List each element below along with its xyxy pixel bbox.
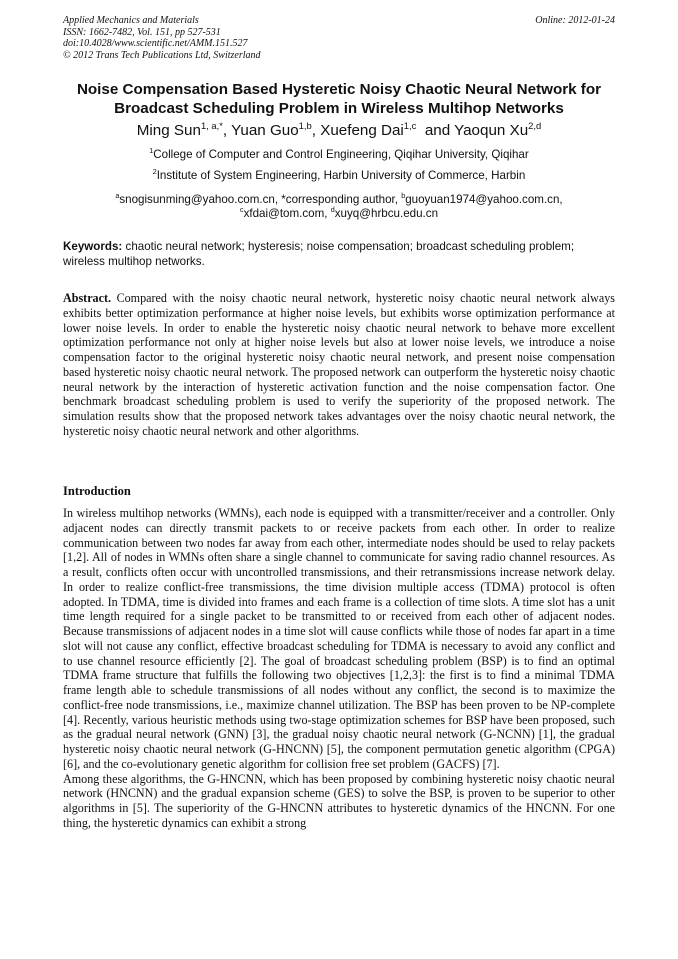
- email-mark: b: [401, 191, 406, 201]
- abstract-label: Abstract.: [63, 291, 112, 305]
- email-mark: c: [239, 205, 244, 215]
- affiliation-mark: 1: [149, 146, 154, 156]
- author-list: [40, 121, 638, 141]
- paper-title: [40, 80, 638, 118]
- author-affiliation-mark: 1,c: [403, 119, 417, 131]
- title-line-1: Noise Compensation Based Hysteretic Noisy Chaotic Neural Network for: [76, 81, 602, 98]
- title-line-2: Broadcast Scheduling Problem in Wireless Multihop Networks: [114, 100, 564, 117]
- author-affiliation-mark: 1,b: [298, 119, 312, 131]
- email-mark: d: [330, 205, 335, 215]
- author-name: Xuefeng Dai: [320, 122, 404, 139]
- email-a: snogisunming@yahoo.com.cn,: [119, 193, 279, 206]
- keywords-label: Keywords:: [63, 240, 123, 253]
- journal-header: [63, 15, 615, 61]
- keywords: [63, 239, 615, 269]
- section-heading-introduction: Introduction: [63, 484, 131, 498]
- email-b: guoyuan1974@yahoo.com.cn,: [405, 193, 563, 206]
- author-name: Ming Sun: [136, 122, 201, 139]
- affiliation-text: Institute of System Engineering, Harbin University of Commerce, Harbin: [156, 169, 526, 182]
- email-d: xuyq@hrbcu.edu.cn: [334, 207, 439, 220]
- abstract: [63, 291, 615, 439]
- corresponding-author-note: *corresponding author,: [281, 193, 398, 206]
- affiliation-2: [40, 169, 638, 183]
- author-emails: [40, 193, 638, 221]
- abstract-text: Compared with the noisy chaotic neural network, hysteretic noisy chaotic neural network always exhibits better optimization performance at higher noise levels, but exhibits worse optimization performance at lower noise levels. In order to enable the hysteretic noisy chaotic neural network to behave more excellent optimization performance not only at higher noise levels but also at lower noise levels, we introduce a noise compensation factor to the original hysteretic noisy chaotic neural network, and present noise compensation based hysteretic noisy chaotic neural network. The proposed network can outperform the hysteretic noisy chaotic neural network by the interaction of hysteretic activation function and the noise compensation factor. One benchmark broadcast scheduling problem is used to verify the superiority of the proposed network. The simulation results show that the proposed network takes advantages over the noisy chaotic neural network, the hysteretic noisy chaotic neural network and other algorithms.: [63, 291, 615, 438]
- paragraph: Among these algorithms, the G-HNCNN, which has been proposed by combining hysteretic noisy chaotic neural network (HNCNN) and the gradual expansion scheme (GES) to solve the BSP, is proven to be superior to other algorithms in [5]. The superiority of the G-HNCNN attributes to hysteretic dynamics of the HNCNN. For one thing, the hysteretic dynamics can exhibit a strong: [63, 771, 615, 830]
- doi-line: doi:10.4028/www.scientific.net/AMM.151.527: [63, 38, 248, 49]
- online-date: Online: 2012-01-24: [535, 15, 615, 26]
- journal-name: Applied Mechanics and Materials: [63, 15, 199, 26]
- author-separator: ,: [311, 122, 316, 139]
- introduction-body: [63, 506, 615, 831]
- email-mark: a: [115, 191, 120, 201]
- author-affiliation-mark: 2,d: [528, 119, 542, 131]
- author-name: Yuan Guo: [231, 122, 299, 139]
- author-separator: ,: [222, 122, 228, 139]
- copyright-line: © 2012 Trans Tech Publications Ltd, Switzerland: [63, 49, 261, 61]
- email-c: xfdai@tom.com,: [243, 207, 328, 220]
- author-name: Yaoqun Xu: [454, 122, 529, 139]
- author-separator-and: and: [424, 122, 451, 139]
- keywords-text: chaotic neural network; hysteresis; noise compensation; broadcast scheduling problem; wireless multihop networks.: [63, 240, 575, 268]
- paragraph: In wireless multihop networks (WMNs), each node is equipped with a transmitter/receiver and a controller. Only adjacent nodes can directly transmit packets to or receive packets from each other. In order to realize communication between two nodes far away from each other, intermediate nodes should be used to relay packets [1,2]. All of nodes in WMNs often share a single channel to communicate for saving radio channel resources. As a result, conflicts often occur with uncontrolled transmissions, and their retransmissions increase network delay. In order to realize conflict-free transmissions, the time division multiple access (TDMA) protocol is often adopted. In TDMA, time is divided into frames and each frame is a collection of time slots. A time slot has a unit time length required for a single packet to be transmitted to or received from each other of adjacent nodes. Because transmissions of adjacent nodes in a time slot will cause conflicts while those of nodes far apart in a time slot will not cause any conflict, effective broadcast scheduling for TDMA is necessary to avoid any conflict and to use channel resource efficiently [2]. The goal of broadcast scheduling problem (BSP) is to find an optimal TDMA frame structure that fulfills the following two objectives [1,2,3]: the first is to find a minimal TDMA frame length able to schedule transmissions of all nodes without any conflict, the second is to maximize the conflict-free node transmissions, i.e., maximize channel utilization. The BSP has been proven to be NP-complete [4]. Recently, various heuristic methods using two-stage optimization schemes for BSP have been proposed, such as the gradual neural network (GNN) [3], the gradual noisy chaotic neural network (G-NCNN) [1], the gradual hysteretic noisy chaotic neural network (G-HNCNN) [5], the component permutation genetic algorithm (CPGA) [6], and the co-evolutionary genetic algorithm for collision free set problem (GACFS) [7].: [63, 506, 615, 771]
- affiliation-1: [40, 148, 638, 162]
- issn-line: ISSN: 1662-7482, Vol. 151, pp 527-531: [63, 26, 221, 38]
- affiliation-text: College of Computer and Control Engineering, Qiqihar University, Qiqihar: [153, 148, 529, 161]
- affiliation-mark: 2: [152, 167, 157, 177]
- author-affiliation-mark: 1, a,*: [200, 119, 223, 131]
